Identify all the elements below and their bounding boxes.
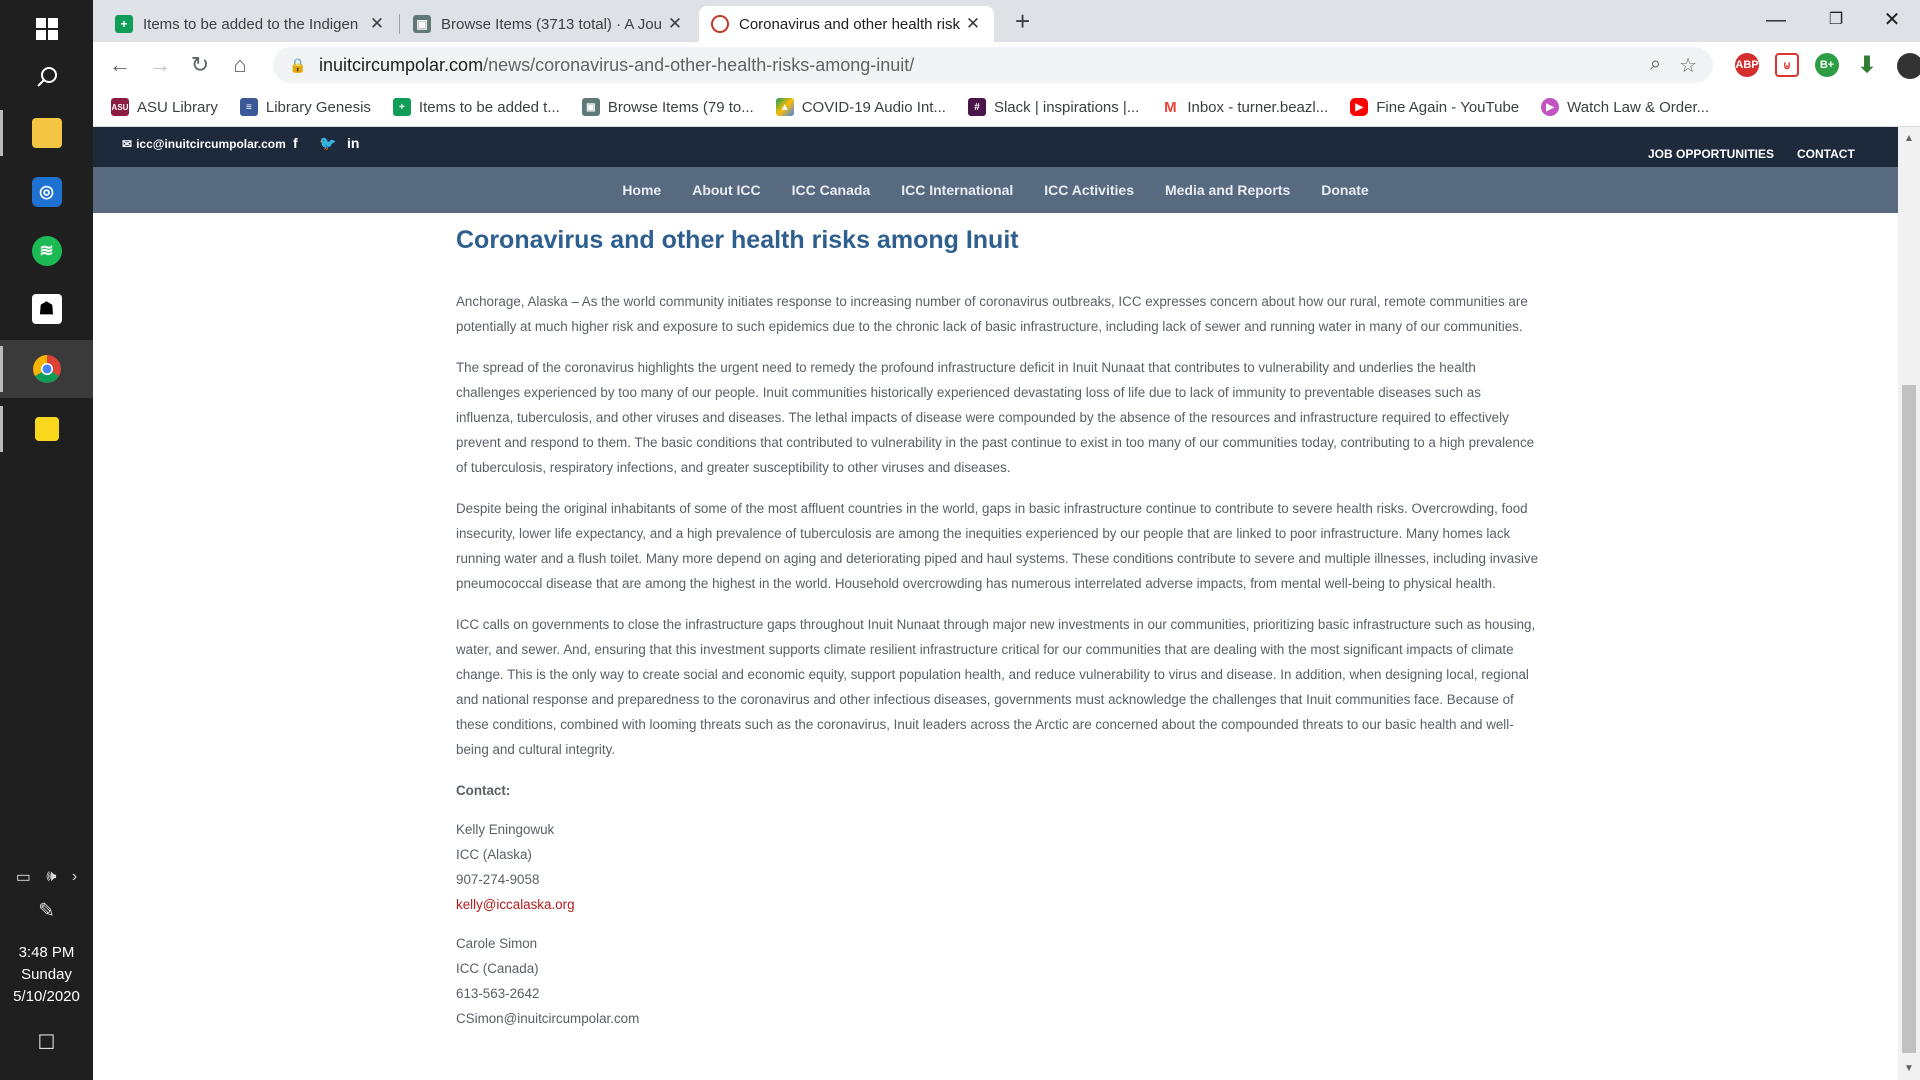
tab-title: Coronavirus and other health risk [739, 15, 960, 33]
folder-icon [32, 118, 62, 148]
scroll-down-arrow[interactable]: ▼ [1904, 1063, 1914, 1074]
sheets-icon: + [393, 98, 411, 116]
taskbar-file-explorer[interactable] [0, 104, 93, 162]
adblock-icon[interactable]: ABP [1735, 53, 1759, 77]
nav-about-icc[interactable]: About ICC [692, 182, 761, 198]
article [456, 223, 1541, 1031]
url-host: inuitcircumpolar.com [319, 54, 484, 75]
bookmarks-bar [93, 88, 1920, 127]
bookmark-library-genesis[interactable] [240, 98, 371, 116]
linkedin-icon[interactable]: in [347, 135, 360, 151]
address-bar[interactable] [273, 47, 1713, 83]
scroll-up-arrow[interactable]: ▲ [1904, 133, 1914, 144]
bookmark-youtube[interactable] [1350, 98, 1519, 116]
browser-toolbar [93, 42, 1920, 88]
taskbar-app-reader[interactable] [0, 280, 93, 338]
bookmark-gmail[interactable] [1161, 98, 1328, 116]
tab-title: Browse Items (3713 total) · A Jou [441, 15, 662, 33]
page-viewport [93, 127, 1898, 1080]
battery-icon[interactable]: ▭ [15, 869, 31, 886]
article-paragraph: The spread of the coronavirus highlights the urgent need to remedy the profound infrastructure deficit in Inuit Nunaat that contributes to vulnerability and underlies the health challenges experienced by too many of our people. Inuit communities historically experienced devastating loss of life due to lack of immunity to preventable diseases such as influenza, tuberculosis, and other viruses and diseases. The lethal impacts of disease were compounded by the absence of the resources and infrastructure required to effectively prevent and respond to them. The basic conditions that contributed to vulnerability in the past continue to exist in too many of our communities today, contributing to a high prevalence of tuberculosis, respiratory infections, and greater susceptibility to other viruses and diseases. [456, 360, 1535, 475]
bookmark-label: Watch Law & Order... [1567, 98, 1710, 116]
bookmark-label: ASU Library [137, 98, 218, 116]
omeka-icon: ▣ [582, 98, 600, 116]
contact-block-alaska [456, 817, 1541, 917]
twitter-icon[interactable]: 🐦 [319, 135, 337, 151]
site-top-bar [93, 127, 1898, 167]
contact-org: ICC (Alaska) [456, 847, 532, 862]
password-manager-icon: ◎ [32, 177, 62, 207]
nav-home[interactable]: Home [622, 182, 662, 198]
sheets-icon: + [115, 15, 133, 33]
article-paragraph: Despite being the original inhabitants of some of the most affluent countries in the world, gaps in basic infrastructure continue to contribute to severe health risks. Overcrowding, food insecurity, lower life expectancy, and a high prevalence of tuberculosis are among the inequities experienced by our people that are linked to poor infrastructure. Many homes lack running water and a flush toilet. Many more depend on aging and deteriorating piped and haul systems. These conditions contribute to severe and multiple illnesses, including invasive pneumococcal disease that are among the highest in the world. Household overcrowding has numerous interrelated adverse impacts, from mental well-being to physical health. [456, 501, 1539, 591]
article-paragraph: ICC calls on governments to close the infrastructure gaps throughout Inuit Nunaat through major new investments in our communities, prioritizing basic infrastructure such as housing, water, and sewer. And, ensuring that this investment supports climate resilient infrastructure critical for our communities that are dealing with the most significant impacts of climate change. This is the only way to create social and economic equity, support population health, and reduce vulnerability to virus and disease. In addition, when designing local, regional and national response and preparedness to the coronavirus and other infectious diseases, governments must acknowledge the challenges that Inuit communities face. Because of these conditions, combined with looming threats such as the coronavirus, Inuit leaders across the Arctic are concerned about the compounded threats to our basic health and well-being and cultural integrity. [456, 617, 1536, 757]
nav-icc-international[interactable]: ICC International [901, 182, 1014, 198]
clock-day: Sunday [21, 966, 72, 983]
profile-avatar[interactable] [1897, 53, 1920, 79]
scroll-thumb[interactable] [1902, 385, 1916, 1053]
taskbar-app-blue[interactable] [0, 163, 93, 221]
notification-icon[interactable]: ☐ [37, 1032, 56, 1054]
drive-icon: ▲ [776, 98, 794, 116]
nav-media-and-reports[interactable]: Media and Reports [1164, 182, 1291, 198]
bookmark-label: Slack | inspirations |... [993, 98, 1140, 116]
bookmark-label: Inbox - turner.beazl... [1187, 98, 1329, 116]
taskbar-sticky-notes[interactable] [0, 400, 93, 458]
forward-button[interactable]: → [149, 52, 171, 77]
url-path: /news/coronavirus-and-other-health-risks-among-inuit/ [483, 54, 915, 75]
nav-donate[interactable]: Donate [1321, 182, 1369, 198]
lock-icon[interactable]: 🔒 [289, 56, 307, 73]
window-close-button[interactable]: ✕ [1883, 9, 1901, 31]
grammar-extension-icon[interactable]: B+ [1815, 53, 1839, 77]
restore-button[interactable]: ❐ [1828, 11, 1844, 28]
reader-icon: ☗ [32, 294, 62, 324]
home-button[interactable]: ⌂ [233, 52, 247, 77]
close-icon[interactable]: ✕ [965, 14, 981, 33]
download-arrow-icon[interactable]: ⬇ [1855, 53, 1879, 77]
taskbar-spotify[interactable] [0, 222, 93, 280]
site-main-nav [93, 167, 1898, 213]
bookmark-slack[interactable] [968, 98, 1139, 116]
system-tray [0, 862, 93, 892]
contact-link[interactable]: CONTACT [1797, 147, 1855, 161]
bookmark-label: Library Genesis [265, 98, 371, 116]
contact-phone: 613-563-2642 [456, 986, 540, 1001]
facebook-icon[interactable]: f [293, 135, 298, 151]
bookmark-law-order[interactable] [1541, 98, 1709, 116]
zoom-icon[interactable]: ⌕ [1649, 52, 1662, 75]
clock[interactable] [0, 942, 93, 1008]
icc-icon [711, 15, 729, 33]
page-scrollbar[interactable] [1898, 127, 1920, 1080]
nav-icc-canada[interactable]: ICC Canada [791, 182, 871, 198]
bookmark-label: Browse Items (79 to... [607, 98, 754, 116]
youtube-icon: ▶ [1350, 98, 1368, 116]
reload-button[interactable]: ↻ [190, 52, 210, 77]
bookmark-label: COVID-19 Audio Int... [801, 98, 946, 116]
nav-icc-activities[interactable]: ICC Activities [1044, 182, 1134, 198]
tab-icc-article[interactable] [699, 6, 994, 42]
article-paragraph: Anchorage, Alaska – As the world community initiates response to increasing number of coronavirus outbreaks, ICC expresses concern about how our rural, remote communities are potentially at much higher risk and exposure to such epidemics due to the chronic lack of basic infrastructure, including lack of sewer and running water in many of our communities. [456, 294, 1528, 334]
search-button[interactable] [0, 48, 93, 106]
new-tab-button[interactable]: + [1015, 6, 1031, 36]
libgen-icon: ≡ [240, 98, 258, 116]
bookmark-label: Items to be added t... [418, 98, 560, 116]
volume-icon[interactable]: 🕪 [46, 868, 57, 885]
contact-heading: Contact: [456, 783, 511, 798]
site-email-text: icc@inuitcircumpolar.com [136, 137, 286, 151]
tab-strip [93, 0, 1920, 42]
chrome-icon [32, 354, 62, 384]
contact-org: ICC (Canada) [456, 961, 539, 976]
minimize-button[interactable]: — [1766, 9, 1786, 31]
tab-sheets[interactable] [103, 6, 398, 42]
sticky-notes-icon [35, 417, 59, 441]
contact-email: CSimon@inuitcircumpolar.com [456, 1011, 640, 1026]
tab-omeka[interactable] [401, 6, 696, 42]
contact-email-link[interactable]: kelly@iccalaska.org [456, 897, 575, 912]
bookmark-covid-audio[interactable] [776, 98, 946, 116]
windows-taskbar [0, 0, 93, 1080]
bookmark-items-sheet[interactable] [393, 98, 560, 116]
taskbar-chrome[interactable] [0, 340, 93, 398]
play-icon: ▶ [1541, 98, 1559, 116]
contact-name: Kelly Eningowuk [456, 822, 555, 837]
omeka-icon: ▣ [413, 15, 431, 33]
contact-phone: 907-274-9058 [456, 872, 540, 887]
windows-icon [36, 18, 58, 40]
pocket-icon[interactable]: ⊍ [1775, 53, 1799, 77]
close-icon[interactable]: ✕ [369, 14, 385, 33]
chevron-right-icon[interactable]: › [71, 868, 78, 885]
bookmark-asu-library[interactable] [111, 98, 218, 116]
bookmark-star-icon[interactable]: ☆ [1679, 54, 1697, 77]
browser-chrome [93, 0, 1920, 127]
pen-icon[interactable]: ✎ [38, 900, 55, 922]
close-icon[interactable]: ✕ [667, 14, 683, 33]
tab-title: Items to be added to the Indigen [143, 15, 359, 33]
site-email-link[interactable] [122, 137, 286, 151]
gmail-icon: M [1161, 98, 1179, 116]
search-icon [36, 66, 58, 88]
asu-icon: ASU [111, 98, 129, 116]
clock-date: 5/10/2020 [13, 988, 80, 1005]
contact-block-canada [456, 931, 1541, 1031]
bookmark-browse-items[interactable] [582, 98, 754, 116]
slack-icon: # [968, 98, 986, 116]
back-button[interactable]: ← [109, 52, 131, 77]
article-title: Coronavirus and other health risks among Inuit [456, 226, 1019, 254]
envelope-icon: ✉ [122, 137, 133, 151]
clock-time: 3:48 PM [18, 944, 75, 961]
bookmark-label: Fine Again - YouTube [1376, 98, 1520, 116]
contact-name: Carole Simon [456, 936, 538, 951]
spotify-icon: ≋ [32, 236, 62, 266]
job-opportunities-link[interactable]: JOB OPPORTUNITIES [1648, 147, 1775, 161]
